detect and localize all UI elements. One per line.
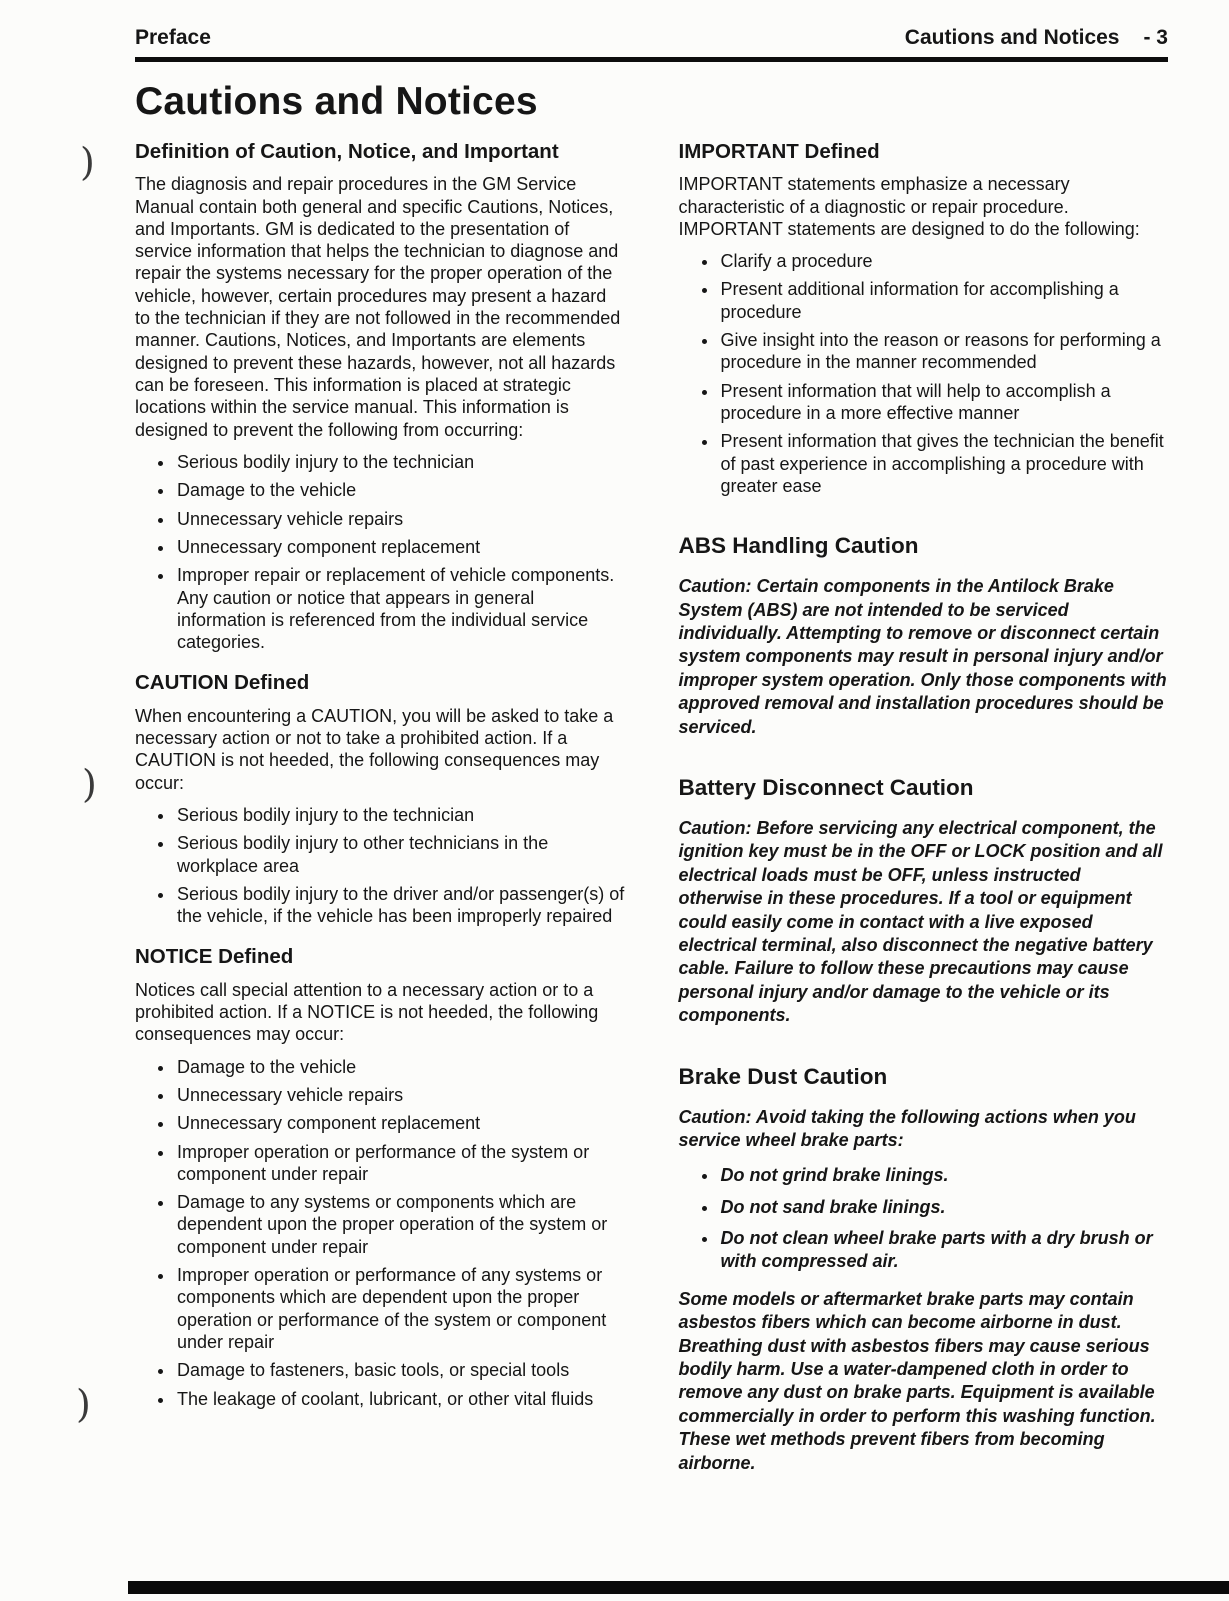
list-item: • Serious bodily injury to other technicians in the workplace area	[175, 832, 625, 877]
important-defined-bullet-list	[679, 250, 1169, 497]
list-item: • Give insight into the reason or reasons for performing a procedure in the manner recommended	[719, 329, 1169, 374]
list-item: • Do not sand brake linings.	[719, 1196, 1169, 1219]
brake-dust-caution-section	[679, 1064, 1169, 1475]
notice-defined-bullet-list	[135, 1056, 625, 1410]
scan-artifact: )	[82, 762, 97, 806]
battery-disconnect-caution-section	[679, 775, 1169, 1028]
brake-dust-caution-intro: Caution: Avoid taking the following actions when you service wheel brake parts:	[678, 1106, 1136, 1150]
two-column-layout	[135, 138, 1168, 1487]
list-item: • Unnecessary component replacement	[175, 1112, 625, 1134]
section-heading-abs-caution: ABS Handling Caution	[678, 533, 919, 559]
important-defined-paragraph: IMPORTANT statements emphasize a necessary characteristic of a diagnostic or repair procedure. IMPORTANT statements are designed to do the following:	[678, 174, 1140, 239]
brake-dust-bullet-list	[679, 1164, 1169, 1274]
definition-paragraph: The diagnosis and repair procedures in the GM Service Manual contain both general and specific Cautions, Notices, and Importants. GM is dedicated to the presentation of service information that helps the technician to diagnose and repair the systems necessary for the proper operation of the vehicle, however, certain procedures may present a hazard to the technician if they are not followed in the recommended manner. Cautions, Notices, and Importants are elements designed to prevent these hazards, however, not all hazards can be foreseen. This information is placed at strategic locations within the service manual. This information is designed to prevent the following from occurring:	[135, 174, 621, 440]
page-bottom-bar	[128, 1581, 1229, 1594]
list-item: • Improper operation or performance of any systems or components which are dependent upon the proper operation or performance of the system or component under repair	[175, 1264, 625, 1353]
header-section-left: Preface	[135, 26, 211, 49]
list-item: • Improper operation or performance of the system or component under repair	[175, 1141, 625, 1186]
section-heading-battery-caution: Battery Disconnect Caution	[678, 774, 974, 800]
definition-bullet-list	[135, 451, 625, 654]
caution-defined-bullet-list	[135, 804, 625, 928]
section-heading-definition: Definition of Caution, Notice, and Important	[135, 140, 559, 163]
scan-artifact: )	[80, 140, 95, 184]
right-column	[679, 138, 1169, 1487]
brake-dust-asbestos-paragraph: Some models or aftermarket brake parts may contain asbestos fibers which can become airborne in dust. Breathing dust with asbestos fibers may cause serious bodily harm. Use a water-dampened cloth in order to remove any dust on brake parts. Equipment is available commercially in order to perform this washing function. These wet methods prevent fibers from becoming airborne.	[678, 1288, 1156, 1473]
list-item: • Unnecessary component replacement	[175, 536, 625, 558]
list-item: • Damage to any systems or components which are dependent upon the proper operation of the system or component under repair	[175, 1191, 625, 1258]
abs-handling-caution-section	[679, 533, 1169, 739]
list-item: • Damage to fasteners, basic tools, or special tools	[175, 1359, 625, 1381]
abs-caution-paragraph: Caution: Certain components in the Antilock Brake System (ABS) are not intended to be serviced individually. Attempting to remove or disconnect certain system components may result in personal injury and/or improper system operation. Only those components with approved removal and installation procedures should be serviced.	[678, 576, 1167, 737]
battery-caution-paragraph: Caution: Before servicing any electrical component, the ignition key must be in the OFF or LOCK position and all electrical loads must be OFF, unless instructed otherwise in these procedures. If a tool or equipment could easily come in contact with a live exposed electrical terminal, also disconnect the negative battery cable. Failure to follow these precautions may cause personal injury and/or damage to the vehicle or its components.	[678, 817, 1163, 1026]
section-heading-important-defined: IMPORTANT Defined	[678, 140, 880, 163]
list-item: • Damage to the vehicle	[175, 1056, 625, 1078]
section-heading-brake-dust-caution: Brake Dust Caution	[678, 1063, 888, 1089]
list-item: • Unnecessary vehicle repairs	[175, 1084, 625, 1106]
list-item: • Damage to the vehicle	[175, 479, 625, 501]
notice-defined-paragraph: Notices call special attention to a necessary action or to a prohibited action. If a NOTICE is not heeded, the following consequences may occur:	[135, 979, 599, 1045]
running-header	[135, 26, 1168, 62]
list-item: • Serious bodily injury to the technician	[175, 804, 625, 826]
list-item: • Present additional information for accomplishing a procedure	[719, 278, 1169, 323]
list-item: • Serious bodily injury to the technician	[175, 451, 625, 473]
left-column	[135, 138, 625, 1487]
list-item: • Clarify a procedure	[719, 250, 1169, 272]
header-section-right	[905, 26, 1168, 50]
list-item: • Unnecessary vehicle repairs	[175, 508, 625, 530]
header-page-number: - 3	[1143, 26, 1168, 49]
list-item: • The leakage of coolant, lubricant, or other vital fluids	[175, 1388, 625, 1410]
list-item: • Do not clean wheel brake parts with a dry brush or with compressed air.	[719, 1227, 1169, 1274]
list-item: • Do not grind brake linings.	[719, 1164, 1169, 1187]
section-heading-notice-defined: NOTICE Defined	[135, 945, 294, 969]
list-item: • Present information that gives the technician the benefit of past experience in accomplishing a procedure with greater ease	[719, 430, 1169, 497]
list-item: • Serious bodily injury to the driver and/or passenger(s) of the vehicle, if the vehicle has been improperly repaired	[175, 883, 625, 928]
list-item: • Improper repair or replacement of vehicle components. Any caution or notice that appears in general information is referenced from the individual service categories.	[175, 564, 625, 653]
section-heading-caution-defined: CAUTION Defined	[135, 671, 310, 695]
page-content	[135, 26, 1168, 1487]
scan-artifact: )	[76, 1382, 91, 1426]
page-title: Cautions and Notices	[135, 80, 538, 123]
list-item: • Present information that will help to accomplish a procedure in a more effective manner	[719, 380, 1169, 425]
header-chapter-title: Cautions and Notices	[904, 26, 1120, 49]
caution-defined-paragraph: When encountering a CAUTION, you will be asked to take a necessary action or not to take a prohibited action. If a CAUTION is not heeded, the following consequences may occur:	[135, 705, 614, 793]
